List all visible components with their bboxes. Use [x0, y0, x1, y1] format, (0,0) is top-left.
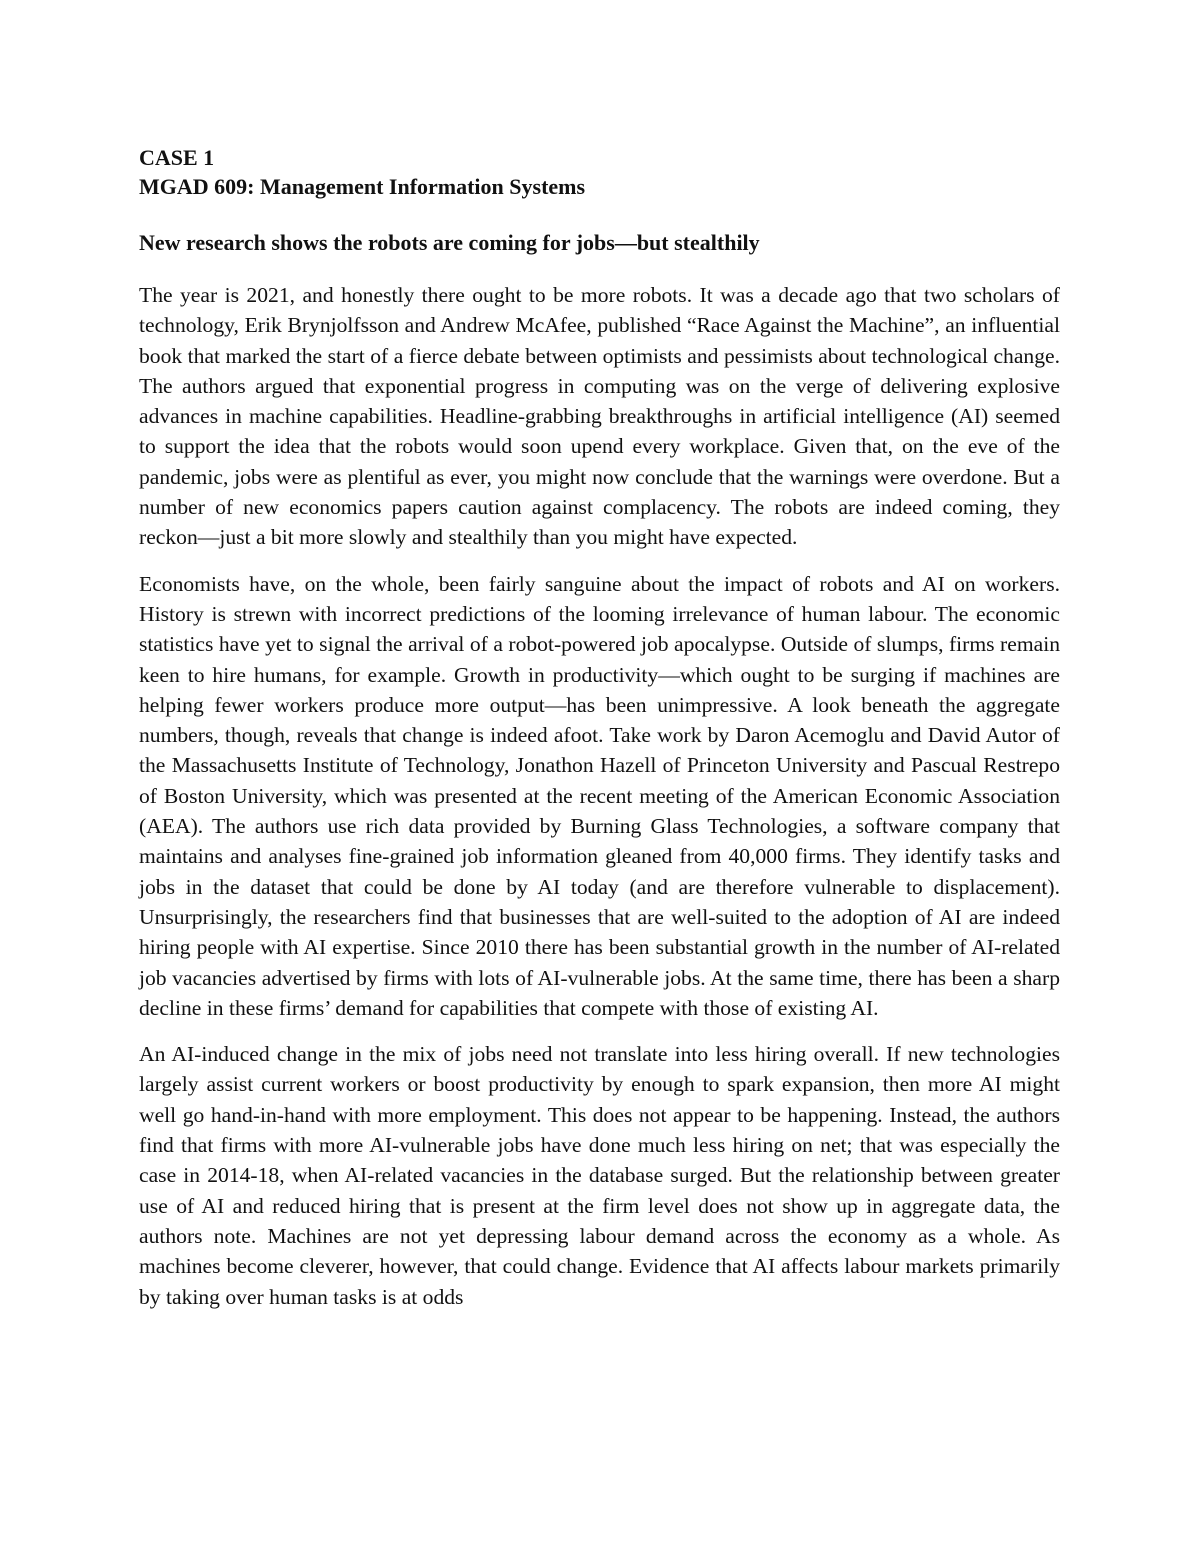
case-label: CASE 1	[139, 145, 215, 170]
course-title: MGAD 609: Management Information Systems	[139, 174, 586, 199]
body-paragraph-1: The year is 2021, and honestly there ought to be more robots. It was a decade ago that two scholars of technology, Erik Brynjolfsson and Andrew McAfee, published “Race Against the Machine”, an influential book that marked the start of a fierce debate between optimists and pessimists about technological change. The authors argued that exponential progress in computing was on the verge of delivering explosive advances in machine capabilities. Headline-grabbing breakthroughs in artificial intelligence (AI) seemed to support the idea that the robots would soon upend every workplace. Given that, on the eve of the pandemic, jobs were as plentiful as ever, you might now conclude that the warnings were overdone. But a number of new economics papers caution against complacency. The robots are indeed coming, they reckon—just a bit more slowly and stealthily than you might have expected.	[139, 283, 1060, 550]
article-title: New research shows the robots are coming for jobs—but stealthily	[139, 230, 760, 255]
body-paragraph-3: An AI-induced change in the mix of jobs need not translate into less hiring overall. If new technologies largely assist current workers or boost productivity by enough to spark expansion, then more AI might well go hand-in-hand with more employment. This does not appear to be happening. Instead, the authors find that firms with more AI-vulnerable jobs have done much less hiring on net; that was especially the case in 2014-18, when AI-related vacancies in the database surged. But the relationship between greater use of AI and reduced hiring that is present at the firm level does not show up in aggregate data, the authors note. Machines are not yet depressing labour demand across the economy as a whole. As machines become cleverer, however, that could change. Evidence that AI affects labour markets primarily by taking over human tasks is at odds	[139, 1042, 1060, 1309]
document-page	[139, 143, 1060, 1328]
body-paragraph-2: Economists have, on the whole, been fairly sanguine about the impact of robots and AI on workers. History is strewn with incorrect predictions of the looming irrelevance of human labour. The economic statistics have yet to signal the arrival of a robot-powered job apocalypse. Outside of slumps, firms remain keen to hire humans, for example. Growth in productivity—which ought to be surging if machines are helping fewer workers produce more output—has been unimpressive. A look beneath the aggregate numbers, though, reveals that change is indeed afoot. Take work by Daron Acemoglu and David Autor of the Massachusetts Institute of Technology, Jonathon Hazell of Princeton University and Pascual Restrepo of Boston University, which was presented at the recent meeting of the American Economic Association (AEA). The authors use rich data provided by Burning Glass Technologies, a software company that maintains and analyses fine-grained job information gleaned from 40,000 firms. They identify tasks and jobs in the dataset that could be done by AI today (and are therefore vulnerable to displacement). Unsurprisingly, the researchers find that businesses that are well-suited to the adoption of AI are indeed hiring people with AI expertise. Since 2010 there has been substantial growth in the number of AI-related job vacancies advertised by firms with lots of AI-vulnerable jobs. At the same time, there has been a sharp decline in these firms’ demand for capabilities that compete with those of existing AI.	[139, 571, 1060, 1020]
